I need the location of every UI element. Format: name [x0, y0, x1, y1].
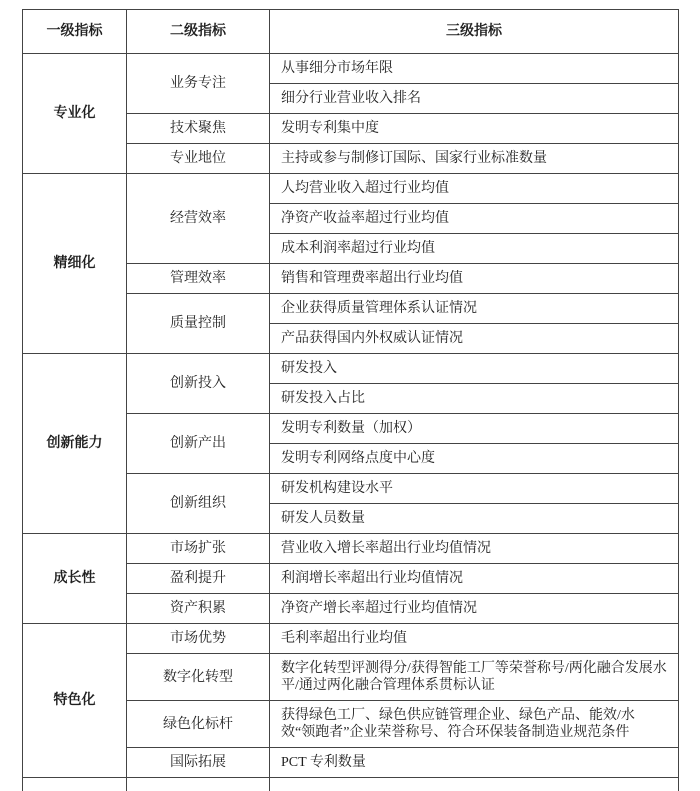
level1-cell: 精细化 — [23, 174, 127, 354]
level2-cell: 资产积累 — [127, 594, 270, 624]
level1-cell: 成长性 — [23, 534, 127, 624]
empty-cell — [23, 778, 127, 791]
header-row — [23, 10, 679, 54]
table-row — [23, 54, 679, 84]
level2-cell: 创新投入 — [127, 354, 270, 414]
level2-cell: 质量控制 — [127, 294, 270, 354]
empty-cell — [270, 778, 679, 791]
table-row — [23, 624, 679, 654]
level3-cell: 研发投入 — [270, 354, 679, 384]
level3-cell: 净资产收益率超过行业均值 — [270, 204, 679, 234]
level3-cell: 获得绿色工厂、绿色供应链管理企业、绿色产品、能效/水效“领跑者”企业荣誉称号、符合环保装备制造业规范条件 — [270, 701, 679, 748]
level2-cell: 专业地位 — [127, 144, 270, 174]
level3-cell: 产品获得国内外权威认证情况 — [270, 324, 679, 354]
level2-cell: 国际拓展 — [127, 748, 270, 778]
level2-cell: 数字化转型 — [127, 654, 270, 701]
col-header-level2: 二级指标 — [127, 10, 270, 54]
level3-cell: 利润增长率超出行业均值情况 — [270, 564, 679, 594]
table-row — [23, 354, 679, 384]
level3-cell: 企业获得质量管理体系认证情况 — [270, 294, 679, 324]
col-header-level1: 一级指标 — [23, 10, 127, 54]
level3-cell: 数字化转型评测得分/获得智能工厂等荣誉称号/两化融合发展水平/通过两化融合管理体系贯标认证 — [270, 654, 679, 701]
level2-cell: 业务专注 — [127, 54, 270, 114]
level1-cell: 特色化 — [23, 624, 127, 778]
level2-cell: 技术聚焦 — [127, 114, 270, 144]
level2-cell: 经营效率 — [127, 174, 270, 264]
level3-cell: PCT 专利数量 — [270, 748, 679, 778]
partial-row — [23, 778, 679, 791]
level3-cell: 毛利率超出行业均值 — [270, 624, 679, 654]
empty-cell — [127, 778, 270, 791]
level2-cell: 市场优势 — [127, 624, 270, 654]
col-header-level3: 三级指标 — [270, 10, 679, 54]
table-row — [23, 174, 679, 204]
level3-cell: 研发投入占比 — [270, 384, 679, 414]
level2-cell: 盈利提升 — [127, 564, 270, 594]
indicator-table — [22, 9, 679, 791]
level3-cell: 营业收入增长率超出行业均值情况 — [270, 534, 679, 564]
level2-cell: 创新组织 — [127, 474, 270, 534]
level3-cell: 从事细分市场年限 — [270, 54, 679, 84]
table-row — [23, 534, 679, 564]
level2-cell: 绿色化标杆 — [127, 701, 270, 748]
level2-cell: 创新产出 — [127, 414, 270, 474]
level3-cell: 净资产增长率超过行业均值情况 — [270, 594, 679, 624]
level3-cell: 研发机构建设水平 — [270, 474, 679, 504]
level3-cell: 细分行业营业收入排名 — [270, 84, 679, 114]
level3-cell: 成本利润率超过行业均值 — [270, 234, 679, 264]
level3-cell: 主持或参与制修订国际、国家行业标准数量 — [270, 144, 679, 174]
level3-cell: 发明专利网络点度中心度 — [270, 444, 679, 474]
level1-cell: 专业化 — [23, 54, 127, 174]
level1-cell: 创新能力 — [23, 354, 127, 534]
level3-cell: 人均营业收入超过行业均值 — [270, 174, 679, 204]
level3-cell: 销售和管理费率超出行业均值 — [270, 264, 679, 294]
level3-cell: 发明专利数量（加权） — [270, 414, 679, 444]
level2-cell: 管理效率 — [127, 264, 270, 294]
level3-cell: 发明专利集中度 — [270, 114, 679, 144]
level3-cell: 研发人员数量 — [270, 504, 679, 534]
level2-cell: 市场扩张 — [127, 534, 270, 564]
